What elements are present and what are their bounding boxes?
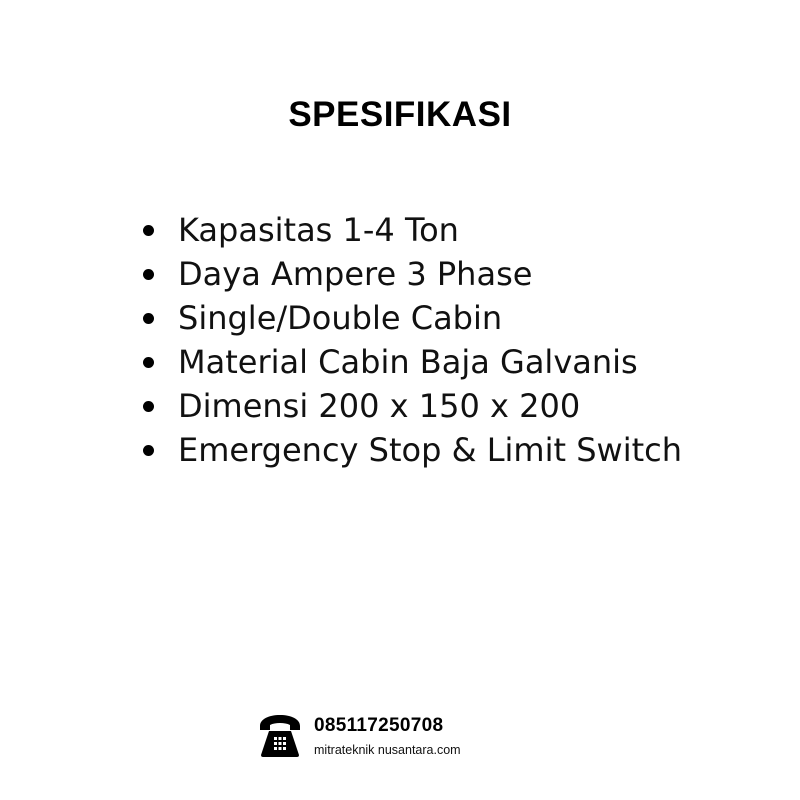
bullet-icon (143, 313, 154, 324)
phone-number[interactable]: 085117250708 (314, 715, 444, 736)
bullet-icon (143, 225, 154, 236)
spec-item (140, 208, 682, 252)
spec-item-label: Single/Double Cabin (178, 299, 503, 337)
spec-item-label: Material Cabin Baja Galvanis (178, 343, 638, 381)
bullet-icon (143, 445, 154, 456)
bullet-icon (143, 401, 154, 412)
spec-item-label: Emergency Stop & Limit Switch (178, 431, 682, 469)
bullet-icon (143, 357, 154, 368)
website-link[interactable]: mitrateknik nusantara.com (314, 743, 461, 757)
page-title: SPESIFIKASI (288, 95, 512, 134)
spec-item-label: Dimensi 200 x 150 x 200 (178, 387, 581, 425)
telephone-icon (257, 714, 303, 758)
spec-item-label: Kapasitas 1-4 Ton (178, 211, 459, 249)
spec-item (140, 384, 682, 428)
spec-item (140, 296, 682, 340)
spec-list (140, 208, 682, 472)
bullet-icon (143, 269, 154, 280)
spec-item-label: Daya Ampere 3 Phase (178, 255, 533, 293)
spec-item (140, 340, 682, 384)
spec-item (140, 428, 682, 472)
spec-item (140, 252, 682, 296)
